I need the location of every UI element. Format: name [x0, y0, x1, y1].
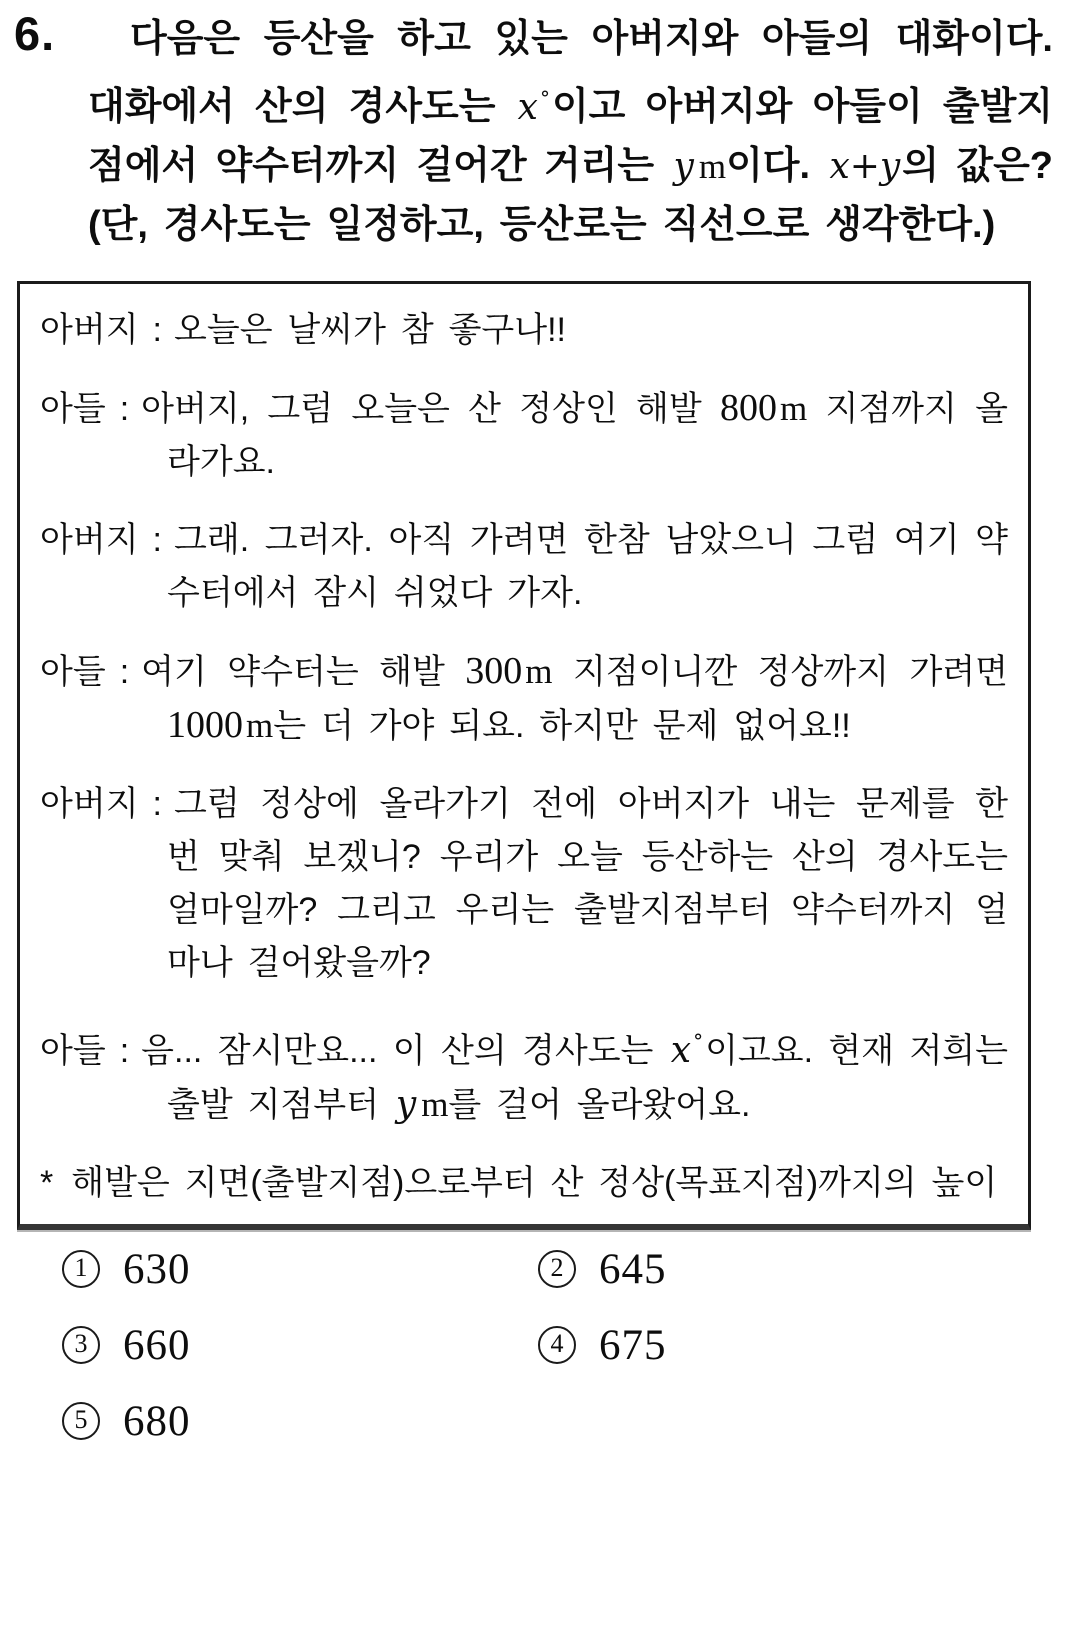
question-text-part: 다음은 등산을 하고 있는 아버지와 아들의 대화이다. 대화에서 산의 경사도는: [88, 18, 1053, 128]
question-text-part: 의 값은? (단, 경사도는 일정하고, 등산로는 직선으로 생각한다.): [88, 145, 1053, 246]
dialogue-text: 를 걸어 올라왔어요.: [448, 1086, 751, 1124]
speaker-label: 아버지: [40, 785, 139, 823]
speaker-colon: :: [119, 1032, 130, 1070]
dialogue-line-son-1: [40, 382, 1008, 489]
dialogue-text: 음... 잠시만요... 이 산의 경사도는: [141, 1032, 669, 1070]
variable-x: x: [670, 1030, 692, 1071]
choice-2: [538, 1246, 1077, 1292]
dialogue-line-son-2: [40, 645, 1008, 753]
speaker-label: 아들: [40, 390, 106, 428]
circled-number-3: 3: [62, 1326, 100, 1364]
dialogue-text: 아버지, 그럼 오늘은 산 정상인 해발: [141, 390, 720, 428]
choice-1: [62, 1246, 538, 1292]
choice-value-660: 660: [123, 1321, 191, 1369]
meter-unit: m: [698, 147, 727, 186]
circled-number-4: 4: [538, 1326, 576, 1364]
meter-unit: m: [246, 706, 274, 745]
meter-unit: m: [421, 1085, 449, 1124]
choice-value-645: 645: [599, 1245, 667, 1293]
choice-5: [62, 1398, 538, 1444]
dialogue-text: 그럼 정상에 올라가기 전에 아버지가 내는 문제를 한 번 맞춰 보겠니? 우리가 오늘 등산하는 산의 경사도는 얼마일까? 그리고 우리는 출발지점부터 약수터까지 얼마나 걸어왔을까?: [167, 785, 1008, 982]
choice-value-630: 630: [123, 1245, 191, 1293]
degree-symbol: °: [693, 1029, 704, 1053]
dialogue-text: 여기 약수터는 해발: [141, 653, 466, 691]
choice-value-680: 680: [123, 1397, 191, 1445]
question-text-part: 이다.: [726, 145, 828, 187]
degree-symbol: °: [539, 86, 550, 110]
circled-number-1: 1: [62, 1250, 100, 1288]
meter-unit: m: [525, 652, 553, 691]
speaker-label: 아버지: [40, 521, 139, 559]
asterisk-marker: *: [40, 1164, 54, 1202]
choice-4: [538, 1322, 1077, 1368]
speaker-colon: :: [152, 521, 162, 559]
circled-number-5: 5: [62, 1402, 100, 1440]
dialogue-line-father-1: [40, 304, 1008, 357]
question-number: 6.: [14, 7, 56, 60]
elevation-800: 800: [720, 387, 777, 429]
speaker-label: 아들: [40, 1032, 106, 1070]
circled-number-2: 2: [538, 1250, 576, 1288]
answer-choices: [62, 1246, 1077, 1444]
dialogue-box: [17, 281, 1031, 1230]
choice-value-675: 675: [599, 1321, 667, 1369]
dialogue-text: 오늘은 날씨가 참 좋구나!!: [174, 311, 566, 349]
dialogue-line-son-3: [40, 1015, 1008, 1132]
meter-unit: m: [780, 389, 808, 428]
speaker-colon: :: [152, 785, 162, 823]
speaker-label: 아버지: [40, 311, 139, 349]
question-text: [88, 10, 1053, 255]
dialogue-line-father-3: [40, 778, 1008, 990]
expression-x-plus-y: x+y: [829, 146, 901, 187]
variable-y: y: [673, 146, 694, 187]
footnote: [40, 1157, 1008, 1210]
question-stem: [0, 0, 1077, 255]
elevation-300: 300: [465, 650, 523, 692]
variable-y: y: [395, 1084, 417, 1125]
dialogue-line-father-2: [40, 514, 1008, 620]
speaker-label: 아들: [40, 653, 106, 691]
speaker-colon: :: [152, 311, 162, 349]
distance-1000: 1000: [167, 704, 243, 746]
speaker-colon: :: [119, 653, 130, 691]
choice-3: [62, 1322, 538, 1368]
dialogue-text: 지점이니깐 정상까지 가려면: [552, 653, 1008, 691]
dialogue-text: 지점까지 올라가요.: [167, 390, 1008, 481]
dialogue-text: 이고요. 현재 저희는 출발 지점부터: [167, 1032, 1008, 1124]
speaker-colon: :: [119, 390, 130, 428]
question-text-part: 이고 아버지와 아들이 출발지점에서 약수터까지 걸어간 거리는: [88, 86, 1053, 187]
footnote-text: 해발은 지면(출발지점)으로부터 산 정상(목표지점)까지의 높이: [71, 1164, 998, 1202]
dialogue-text: 는 더 가야 되요. 하지만 문제 없어요!!: [273, 707, 851, 745]
dialogue-text: 그래. 그러자. 아직 가려면 한참 남았으니 그럼 여기 약수터에서 잠시 쉬었다 가자.: [167, 521, 1008, 612]
variable-x: x: [517, 87, 538, 128]
